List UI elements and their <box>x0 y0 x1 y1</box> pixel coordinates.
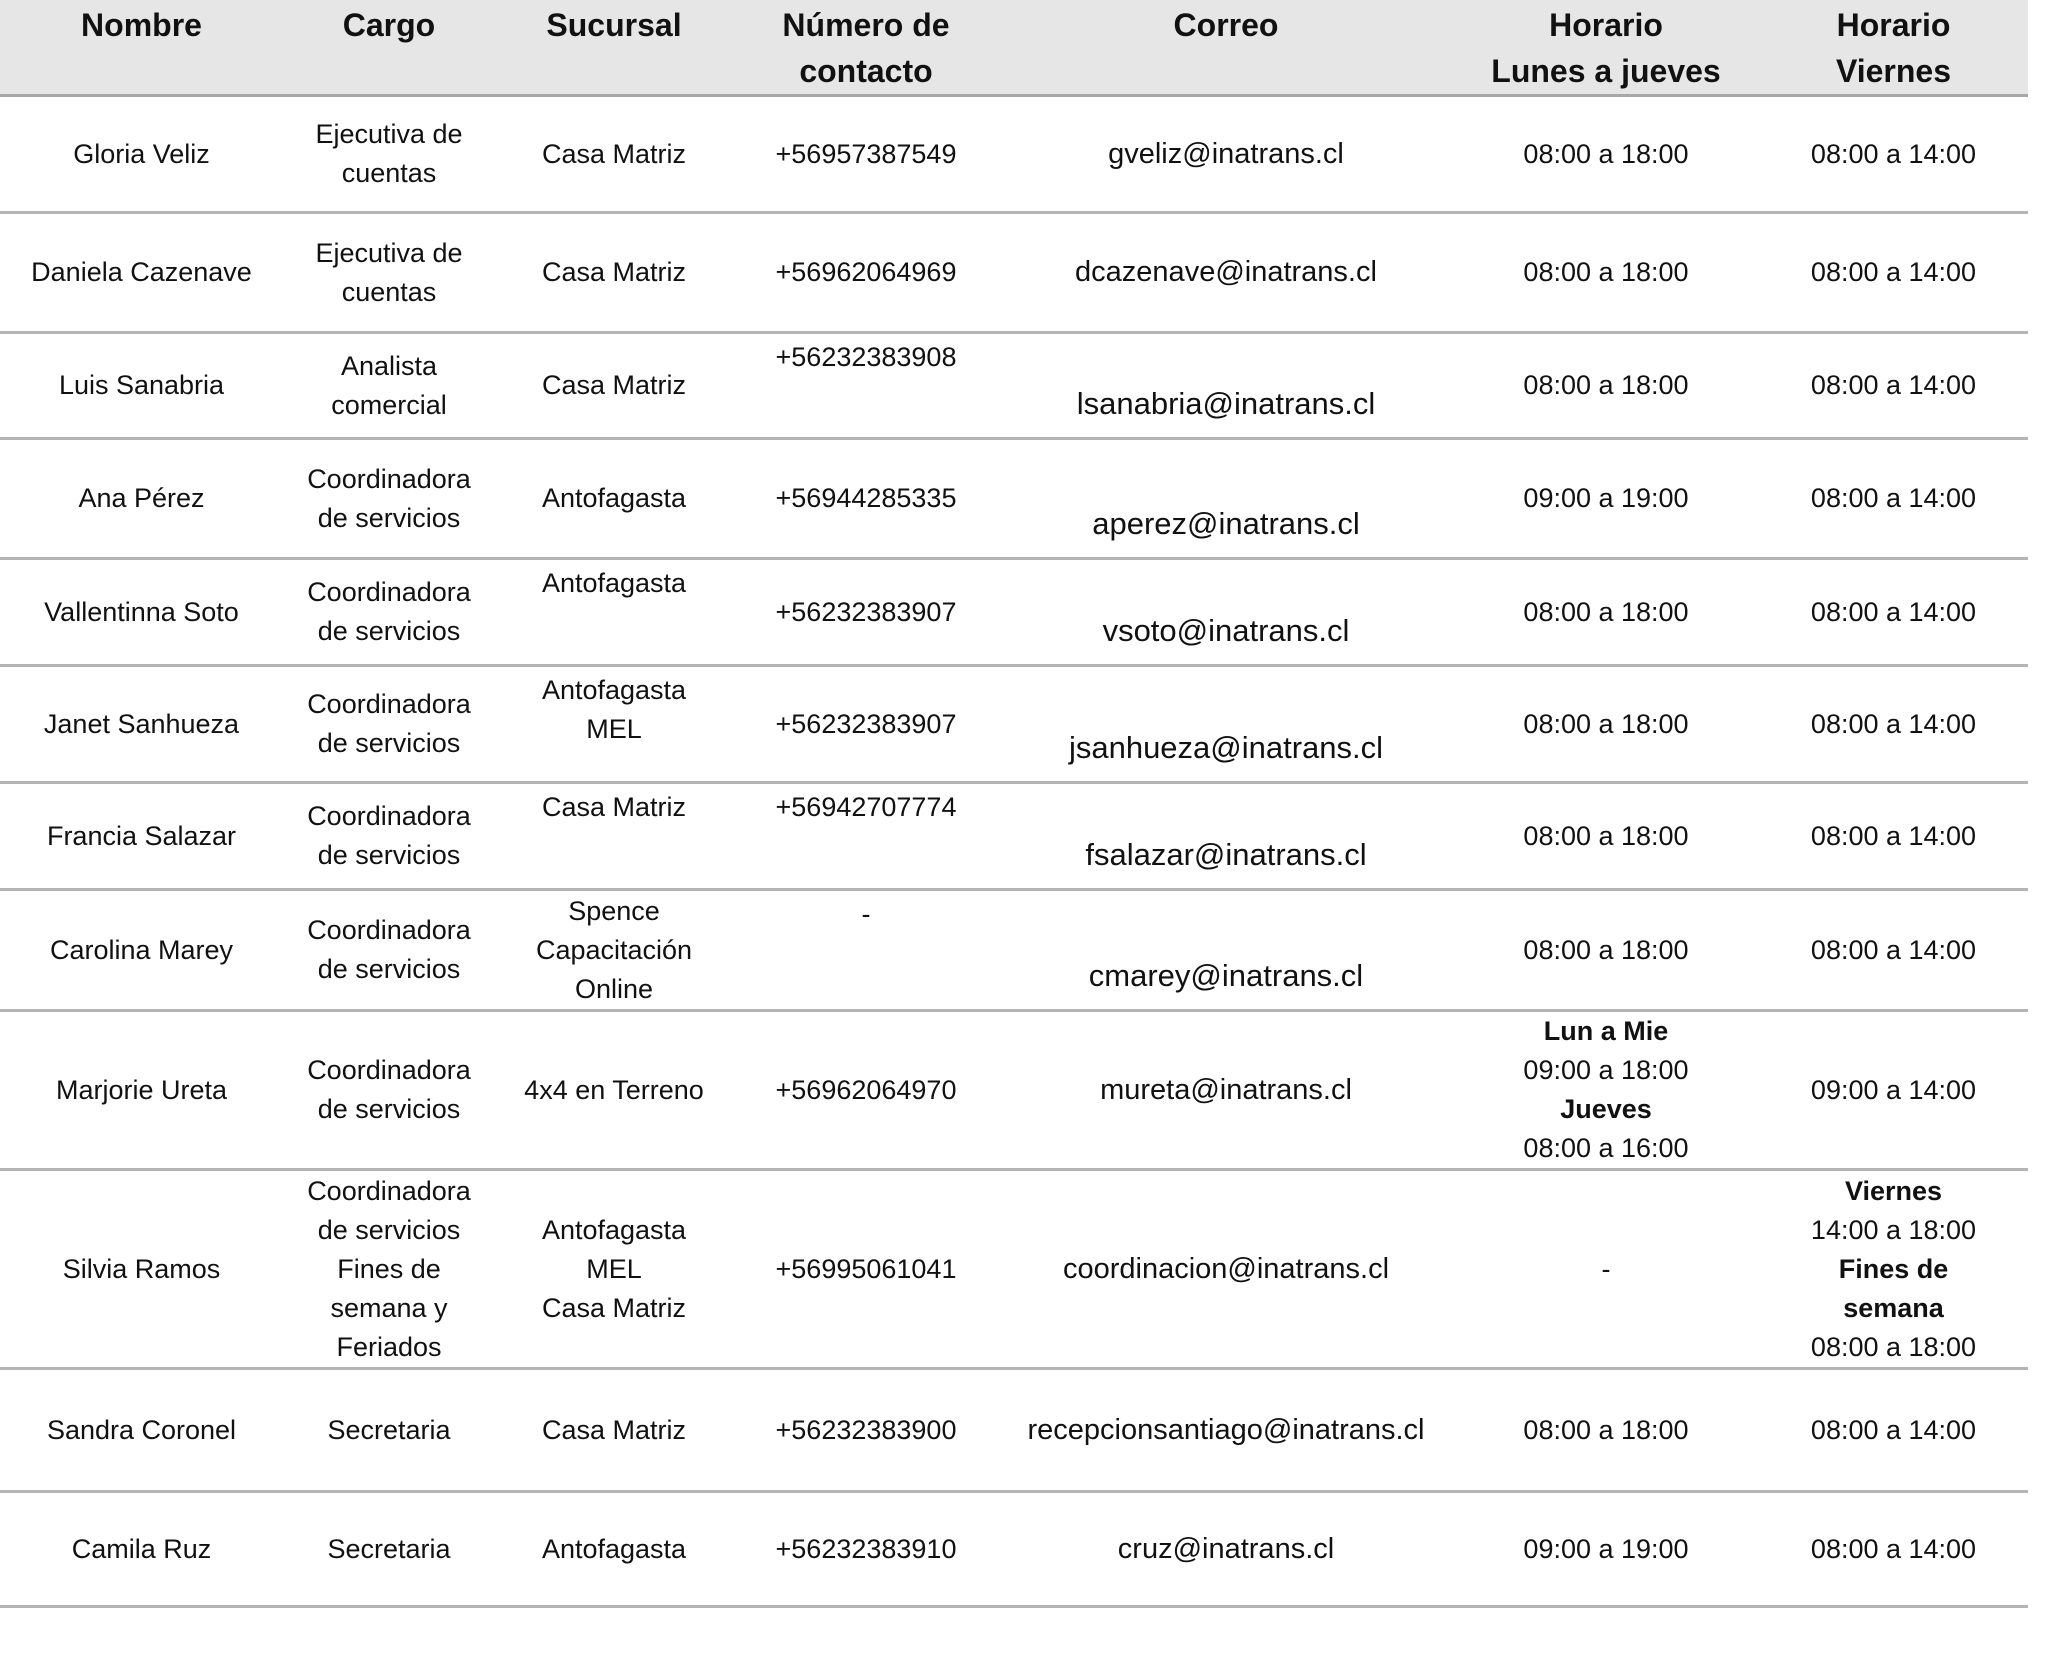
cell-numero <box>733 333 999 439</box>
cell-sucursal-line: Casa Matriz <box>541 792 687 822</box>
header-nombre-label: Nombre <box>81 7 202 43</box>
cell-horario-viernes-line: 14:00 a 18:00 <box>1810 1214 1977 1245</box>
header-cargo-label: Cargo <box>342 7 436 43</box>
cell-horario-lunes-jueves-line: 09:00 a 19:00 <box>1523 483 1689 513</box>
cell-correo <box>999 783 1453 890</box>
table-row <box>0 213 2028 333</box>
table-row <box>0 96 2028 213</box>
cell-horario-lunes-jueves-line: 08:00 a 18:00 <box>1523 1414 1689 1445</box>
cell-numero <box>733 439 999 559</box>
cell-horario-viernes-line: 08:00 a 14:00 <box>1810 1414 1977 1445</box>
cell-cargo-line: comercial <box>331 389 447 420</box>
cell-correo-text: coordinacion@inatrans.cl <box>1062 1252 1390 1285</box>
table-header <box>0 0 2028 96</box>
cell-nombre <box>0 1492 283 1607</box>
header-horario-lj-line-1: Horario <box>1549 7 1663 43</box>
cell-cargo <box>283 890 495 1011</box>
cell-nombre <box>0 96 283 213</box>
header-correo <box>999 0 1453 96</box>
cell-horario-viernes-line: 08:00 a 14:00 <box>1810 483 1977 513</box>
cell-sucursal-line: Casa Matriz <box>541 1414 687 1445</box>
cell-correo <box>999 1492 1453 1607</box>
cell-sucursal <box>495 1011 733 1170</box>
cell-correo <box>999 1011 1453 1170</box>
cell-correo-text: lsanabria@inatrans.cl <box>1076 386 1376 421</box>
cell-correo-text: vsoto@inatrans.cl <box>1102 613 1350 648</box>
cell-horario-lunes-jueves-line: - <box>1601 1253 1611 1284</box>
cell-cargo-line: semana y <box>330 1292 448 1323</box>
cell-nombre-text: Carolina Marey <box>49 934 234 965</box>
cell-correo-text: cmarey@inatrans.cl <box>1088 958 1364 993</box>
table-row <box>0 890 2028 1011</box>
cell-sucursal-line: Casa Matriz <box>541 1292 687 1323</box>
table-row <box>0 666 2028 783</box>
cell-correo <box>999 559 1453 666</box>
cell-horario-viernes-line: 09:00 a 14:00 <box>1810 1074 1977 1105</box>
cell-nombre <box>0 1011 283 1170</box>
cell-correo-text: recepcionsantiago@inatrans.cl <box>1027 1413 1425 1446</box>
cell-sucursal <box>495 96 733 213</box>
header-row <box>0 0 2028 96</box>
table-row <box>0 1492 2028 1607</box>
cell-sucursal-line: Antofagasta <box>541 1533 687 1564</box>
cell-numero-text: +56942707774 <box>775 792 957 822</box>
cell-cargo-line: Secretaria <box>327 1414 451 1445</box>
cell-horario-viernes <box>1759 1492 2028 1607</box>
cell-sucursal-line: Antofagasta <box>541 568 687 598</box>
cell-horario-viernes-line: 08:00 a 14:00 <box>1810 257 1977 287</box>
cell-numero-text: +56232383908 <box>775 342 957 372</box>
cell-sucursal-line: MEL <box>586 714 642 744</box>
cell-cargo-line: Coordinadora <box>307 1055 471 1085</box>
header-horario-lj-line-2: Lunes a jueves <box>1491 53 1721 89</box>
table-row <box>0 333 2028 439</box>
cell-numero-text: +56232383900 <box>775 1414 957 1445</box>
cell-correo-text: fsalazar@inatrans.cl <box>1085 837 1367 872</box>
cell-sucursal-line: 4x4 en Terreno <box>524 1074 704 1105</box>
cell-correo-text: gveliz@inatrans.cl <box>1108 137 1344 170</box>
cell-numero-text: +56232383907 <box>775 708 957 739</box>
table-body <box>0 96 2028 1607</box>
cell-cargo-line: Secretaria <box>327 1533 451 1564</box>
cell-sucursal <box>495 1170 733 1369</box>
cell-nombre <box>0 666 283 783</box>
cell-horario-lunes-jueves <box>1453 1011 1759 1170</box>
cell-sucursal-line: Casa Matriz <box>541 257 687 287</box>
cell-horario-viernes <box>1759 1170 2028 1369</box>
cell-correo <box>999 439 1453 559</box>
table-row <box>0 1369 2028 1492</box>
cell-nombre <box>0 1170 283 1369</box>
cell-cargo-line: Feriados <box>336 1331 442 1362</box>
cell-sucursal-line: Casa Matriz <box>541 370 687 400</box>
cell-sucursal-line: Spence <box>568 895 660 926</box>
cell-horario-viernes-line: 08:00 a 14:00 <box>1810 1533 1977 1564</box>
cell-horario-viernes <box>1759 783 2028 890</box>
header-horario-lunes-jueves <box>1453 0 1759 96</box>
cell-sucursal-line: MEL <box>586 1253 642 1284</box>
cell-sucursal <box>495 1369 733 1492</box>
cell-horario-viernes <box>1759 96 2028 213</box>
cell-cargo-line: de servicios <box>317 840 461 870</box>
cell-numero-text: +56957387549 <box>775 138 957 169</box>
cell-numero <box>733 1492 999 1607</box>
table-row <box>0 439 2028 559</box>
cell-cargo-line: de servicios <box>317 502 461 533</box>
cell-sucursal <box>495 890 733 1011</box>
cell-nombre-text: Vallentinna Soto <box>44 596 239 627</box>
cell-nombre-text: Sandra Coronel <box>46 1414 237 1445</box>
cell-horario-viernes <box>1759 439 2028 559</box>
header-numero <box>733 0 999 96</box>
cell-numero-text: +56232383907 <box>775 596 957 627</box>
cell-horario-lunes-jueves <box>1453 1492 1759 1607</box>
cell-cargo <box>283 439 495 559</box>
cell-horario-viernes-line: 08:00 a 14:00 <box>1810 934 1977 965</box>
cell-sucursal-line: Casa Matriz <box>541 138 687 169</box>
cell-numero <box>733 890 999 1011</box>
cell-sucursal <box>495 439 733 559</box>
cell-nombre-text: Ana Pérez <box>78 483 205 513</box>
cell-horario-viernes-line: 08:00 a 14:00 <box>1810 370 1977 400</box>
cell-horario-lunes-jueves <box>1453 1369 1759 1492</box>
cell-horario-lunes-jueves-line: 08:00 a 18:00 <box>1523 708 1689 739</box>
cell-nombre-text: Camila Ruz <box>71 1533 212 1564</box>
cell-correo <box>999 213 1453 333</box>
cell-horario-lunes-jueves <box>1453 96 1759 213</box>
cell-numero <box>733 96 999 213</box>
cell-correo <box>999 333 1453 439</box>
cell-numero-text: +56962064970 <box>775 1074 957 1105</box>
cell-horario-lunes-jueves-line: 08:00 a 18:00 <box>1523 596 1689 627</box>
cell-cargo <box>283 1492 495 1607</box>
header-horario-viernes <box>1759 0 2028 96</box>
cell-numero <box>733 666 999 783</box>
cell-nombre <box>0 783 283 890</box>
cell-sucursal <box>495 1492 733 1607</box>
cell-horario-viernes-line: 08:00 a 14:00 <box>1810 596 1977 627</box>
cell-numero <box>733 213 999 333</box>
cell-cargo-line: Ejecutiva de <box>315 119 463 149</box>
cell-horario-lunes-jueves-line: 09:00 a 18:00 <box>1523 1055 1689 1085</box>
cell-horario-lunes-jueves-line: 09:00 a 19:00 <box>1523 1533 1689 1564</box>
cell-numero-text: +56232383910 <box>775 1533 957 1564</box>
cell-horario-viernes <box>1759 666 2028 783</box>
cell-horario-viernes <box>1759 213 2028 333</box>
cell-sucursal <box>495 783 733 890</box>
header-sucursal-label: Sucursal <box>546 7 682 43</box>
cell-cargo <box>283 333 495 439</box>
cell-cargo-line: Coordinadora <box>307 801 471 831</box>
cell-cargo <box>283 96 495 213</box>
cell-horario-lunes-jueves-line: 08:00 a 18:00 <box>1523 934 1689 965</box>
cell-correo <box>999 1170 1453 1369</box>
cell-sucursal <box>495 213 733 333</box>
cell-numero-text: +56995061041 <box>775 1253 957 1284</box>
cell-nombre-text: Gloria Veliz <box>73 138 210 169</box>
cell-cargo-line: Coordinadora <box>307 689 471 719</box>
cell-sucursal-line: Antofagasta <box>541 675 687 705</box>
cell-horario-viernes <box>1759 890 2028 1011</box>
cell-nombre <box>0 890 283 1011</box>
cell-horario-lunes-jueves <box>1453 1170 1759 1369</box>
cell-correo <box>999 96 1453 213</box>
cell-cargo-line: Coordinadora <box>307 915 471 945</box>
cell-nombre <box>0 559 283 666</box>
cell-cargo-line: Coordinadora <box>307 577 471 607</box>
header-sucursal <box>495 0 733 96</box>
cell-cargo <box>283 666 495 783</box>
cell-cargo <box>283 783 495 890</box>
cell-numero <box>733 1011 999 1170</box>
cell-cargo-line: Analista <box>340 350 438 381</box>
cell-horario-lunes-jueves-line: Lun a Mie <box>1543 1016 1669 1046</box>
cell-correo-text: cruz@inatrans.cl <box>1117 1532 1335 1565</box>
cell-sucursal <box>495 333 733 439</box>
cell-correo <box>999 666 1453 783</box>
cell-sucursal <box>495 559 733 666</box>
table-row <box>0 1011 2028 1170</box>
cell-horario-viernes <box>1759 1011 2028 1170</box>
header-nombre <box>0 0 283 96</box>
cell-correo <box>999 1369 1453 1492</box>
cell-numero <box>733 783 999 890</box>
cell-correo <box>999 890 1453 1011</box>
cell-sucursal-line: Capacitación <box>535 934 693 965</box>
cell-horario-lunes-jueves <box>1453 890 1759 1011</box>
cell-nombre-text: Luis Sanabria <box>58 370 225 400</box>
cell-cargo-line: cuentas <box>341 158 437 188</box>
cell-horario-lunes-jueves <box>1453 333 1759 439</box>
cell-cargo-line: de servicios <box>317 616 461 646</box>
cell-horario-viernes-line: 08:00 a 14:00 <box>1810 708 1977 739</box>
cell-nombre-text: Silvia Ramos <box>62 1253 221 1284</box>
cell-correo-text: aperez@inatrans.cl <box>1092 506 1360 541</box>
cell-horario-viernes <box>1759 333 2028 439</box>
cell-nombre <box>0 333 283 439</box>
cell-nombre-text: Marjorie Ureta <box>55 1074 228 1105</box>
cell-horario-lunes-jueves-line: 08:00 a 18:00 <box>1523 138 1689 169</box>
cell-numero <box>733 1369 999 1492</box>
cell-correo-text: jsanhueza@inatrans.cl <box>1068 730 1384 765</box>
cell-cargo-line: de servicios <box>317 1214 461 1245</box>
cell-nombre <box>0 439 283 559</box>
cell-sucursal <box>495 666 733 783</box>
cell-horario-lunes-jueves-line: 08:00 a 18:00 <box>1523 370 1689 400</box>
cell-horario-viernes-line: 08:00 a 18:00 <box>1810 1331 1977 1362</box>
cell-horario-viernes <box>1759 559 2028 666</box>
cell-horario-lunes-jueves-line: 08:00 a 16:00 <box>1523 1133 1689 1163</box>
cell-horario-viernes <box>1759 1369 2028 1492</box>
cell-horario-viernes-line: Fines de <box>1838 1253 1949 1284</box>
table-row <box>0 783 2028 890</box>
cell-cargo <box>283 1369 495 1492</box>
cell-cargo <box>283 213 495 333</box>
cell-cargo <box>283 1170 495 1369</box>
cell-horario-viernes-line: 08:00 a 14:00 <box>1810 820 1977 851</box>
cell-horario-lunes-jueves-line: Jueves <box>1560 1094 1652 1124</box>
header-horario-v-line-2: Viernes <box>1835 53 1952 89</box>
cell-sucursal-line: Antofagasta <box>541 1214 687 1245</box>
cell-horario-lunes-jueves <box>1453 783 1759 890</box>
cell-cargo-line: Coordinadora <box>307 463 471 494</box>
cell-correo-text: mureta@inatrans.cl <box>1100 1073 1352 1106</box>
cell-horario-lunes-jueves <box>1453 559 1759 666</box>
cell-horario-lunes-jueves-line: 08:00 a 18:00 <box>1523 257 1689 287</box>
cell-nombre-text: Daniela Cazenave <box>31 257 252 287</box>
table-row <box>0 559 2028 666</box>
header-numero-line-2: contacto <box>799 53 933 89</box>
cell-horario-viernes-line: semana <box>1843 1292 1944 1323</box>
cell-horario-viernes-line: Viernes <box>1844 1175 1943 1206</box>
cell-nombre <box>0 213 283 333</box>
cell-horario-lunes-jueves <box>1453 213 1759 333</box>
cell-cargo-line: de servicios <box>317 728 461 758</box>
cell-cargo-line: Ejecutiva de <box>315 237 463 268</box>
cell-numero <box>733 1170 999 1369</box>
cell-correo-text: dcazenave@inatrans.cl <box>1075 256 1377 288</box>
cell-horario-lunes-jueves <box>1453 666 1759 783</box>
cell-nombre-text: Janet Sanhueza <box>43 708 240 739</box>
cell-cargo <box>283 559 495 666</box>
cell-numero-text: +56962064969 <box>775 257 957 287</box>
cell-numero <box>733 559 999 666</box>
header-horario-v-line-1: Horario <box>1836 7 1951 43</box>
cell-sucursal-line: Antofagasta <box>541 483 687 513</box>
header-correo-label: Correo <box>1173 7 1279 43</box>
cell-nombre-text: Francia Salazar <box>46 820 237 851</box>
cell-cargo-line: de servicios <box>317 954 461 984</box>
cell-cargo-line: Coordinadora <box>307 1175 471 1206</box>
cell-cargo <box>283 1011 495 1170</box>
header-cargo <box>283 0 495 96</box>
cell-horario-viernes-line: 08:00 a 14:00 <box>1810 138 1977 169</box>
cell-cargo-line: de servicios <box>317 1094 461 1124</box>
cell-cargo-line: cuentas <box>341 276 437 307</box>
table-row <box>0 1170 2028 1369</box>
cell-numero-text: +56944285335 <box>775 483 957 513</box>
cell-numero-text: - <box>861 899 871 929</box>
cell-horario-lunes-jueves-line: 08:00 a 18:00 <box>1523 820 1689 851</box>
cell-nombre <box>0 1369 283 1492</box>
cell-horario-lunes-jueves <box>1453 439 1759 559</box>
header-numero-line-1: Número de <box>782 7 950 43</box>
cell-cargo-line: Fines de <box>337 1253 441 1284</box>
cell-sucursal-line: Online <box>574 973 654 1004</box>
